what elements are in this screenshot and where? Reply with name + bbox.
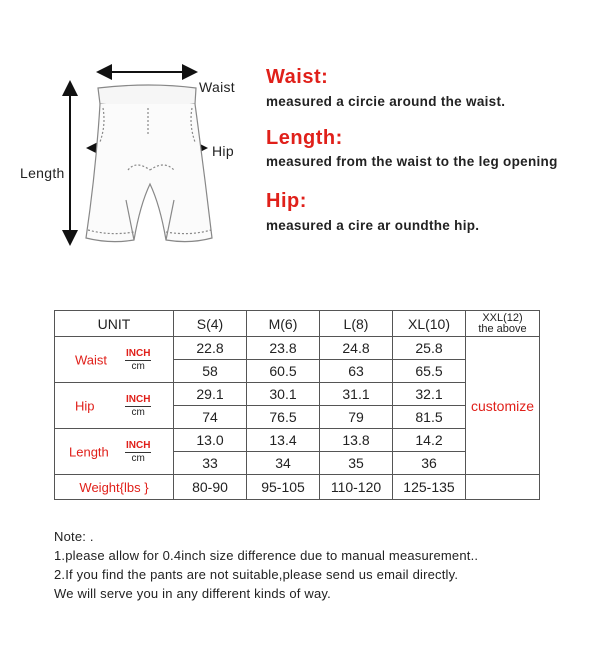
note-heading: Note: .: [54, 529, 94, 544]
waist-definition-text: measured a circie around the waist.: [266, 94, 506, 109]
inch-label: INCH: [126, 439, 151, 451]
table-cell: 30.1: [247, 383, 320, 406]
weight-label: Weight{lbs }: [55, 475, 174, 500]
table-cell: 13.0: [174, 429, 247, 452]
size-header-m: M(6): [247, 311, 320, 337]
measurement-diagram: [0, 0, 600, 270]
unit-header: UNIT: [55, 311, 174, 337]
table-cell: 95-105: [247, 475, 320, 500]
xxl-header-line1: XXL(12): [482, 311, 523, 324]
table-cell: 25.8: [393, 337, 466, 360]
row-name: Waist: [75, 352, 108, 367]
table-cell: 13.8: [320, 429, 393, 452]
table-cell: 76.5: [247, 406, 320, 429]
table-cell: 13.4: [247, 429, 320, 452]
shorts-drawing: [86, 85, 212, 242]
weight-row: [55, 475, 540, 500]
size-header-xxl: [466, 311, 540, 337]
table-cell: 22.8: [174, 337, 247, 360]
table-cell: 29.1: [174, 383, 247, 406]
table-cell: 36: [393, 452, 466, 475]
note-line: 2.If you find the pants are not suitable,please send us email directly.: [54, 567, 459, 582]
waist-label: Waist: [199, 79, 235, 95]
waist-row-label: [55, 337, 174, 383]
table-cell: 63: [320, 360, 393, 383]
inch-label: INCH: [126, 347, 151, 359]
hip-definition-text: measured a cire ar oundthe hip.: [266, 218, 480, 233]
unit-fraction: [125, 394, 151, 418]
customize-cell: customize: [466, 337, 540, 475]
length-definition-text: measured from the waist to the leg opening: [266, 154, 558, 169]
table-cell: 110-120: [320, 475, 393, 500]
table-row: [55, 337, 540, 360]
table-cell: 74: [174, 406, 247, 429]
table-cell: 35: [320, 452, 393, 475]
hip-row-label: [55, 383, 174, 429]
inch-label: INCH: [126, 393, 151, 405]
waist-definition-title: Waist:: [266, 66, 329, 88]
hip-definition-title: Hip:: [266, 190, 307, 212]
unit-fraction: [125, 348, 151, 372]
table-cell-empty: [466, 475, 540, 500]
table-cell: 79: [320, 406, 393, 429]
table-cell: 81.5: [393, 406, 466, 429]
cm-label: cm: [131, 452, 145, 464]
table-header-row: [55, 311, 540, 337]
hip-label: Hip: [212, 143, 234, 159]
size-header-xl: XL(10): [393, 311, 466, 337]
table-cell: 32.1: [393, 383, 466, 406]
table-cell: 60.5: [247, 360, 320, 383]
table-cell: 125-135: [393, 475, 466, 500]
size-header-l: L(8): [320, 311, 393, 337]
table-cell: 80-90: [174, 475, 247, 500]
cm-label: cm: [131, 406, 145, 418]
row-name: Length: [69, 444, 109, 459]
length-label: Length: [20, 165, 65, 181]
table-cell: 14.2: [393, 429, 466, 452]
xxl-header-line2: the above: [478, 322, 527, 335]
cm-label: cm: [131, 360, 145, 372]
table-cell: 34: [247, 452, 320, 475]
row-name: Hip: [75, 398, 95, 413]
note-line: 1.please allow for 0.4inch size difference due to manual measurement..: [54, 548, 479, 563]
length-definition-title: Length:: [266, 127, 343, 149]
table-cell: 58: [174, 360, 247, 383]
notes-section: [54, 527, 478, 603]
length-row-label: [55, 429, 174, 475]
unit-fraction: [125, 440, 151, 464]
size-header-s: S(4): [174, 311, 247, 337]
table-cell: 24.8: [320, 337, 393, 360]
table-cell: 23.8: [247, 337, 320, 360]
size-chart-table: [54, 310, 540, 500]
table-cell: 33: [174, 452, 247, 475]
table-cell: 31.1: [320, 383, 393, 406]
table-cell: 65.5: [393, 360, 466, 383]
note-line: We will serve you in any different kinds of way.: [54, 586, 331, 601]
